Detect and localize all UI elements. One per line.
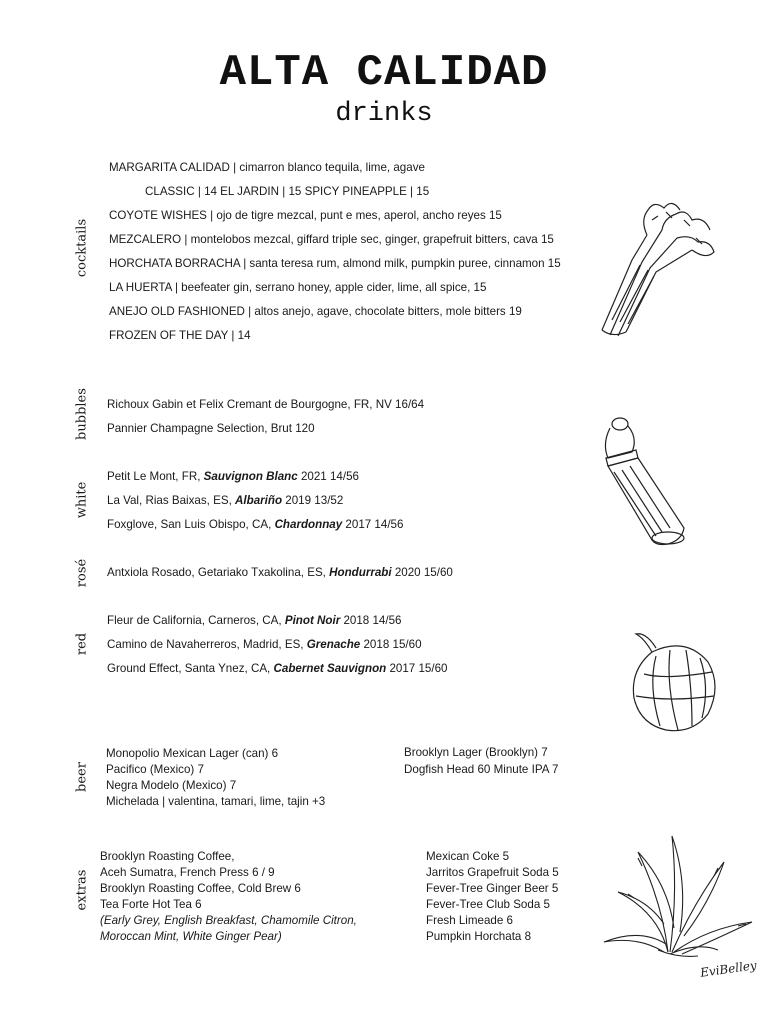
cocktail-item: ANEJO OLD FASHIONED | altos anejo, agave, chocolate bitters, mole bitters 19 [109,305,522,318]
extras-item: Aceh Sumatra, French Press 6 / 9 [100,866,275,879]
cocktail-item: COYOTE WISHES | ojo de tigre mezcal, punt e mes, aperol, ancho reyes 15 [109,209,502,222]
rose-wine-item: Antxiola Rosado, Getariako Txakolina, ES, Hondurrabi 2020 15/60 [107,566,453,579]
red-wine-item: Camino de Navaherreros, Madrid, ES, Grenache 2018 15/60 [107,638,422,651]
cocktail-variants: CLASSIC | 14 EL JARDIN | 15 SPICY PINEAPPLE | 15 [145,185,430,198]
white-wine-item: Foxglove, San Luis Obispo, CA, Chardonnay 2017 14/56 [107,518,404,531]
beer-item: Brooklyn Lager (Brooklyn) 7 [404,746,548,759]
beer-item: Pacifico (Mexico) 7 [106,763,204,776]
cocktail-item: MEZCALERO | montelobos mezcal, giffard triple sec, ginger, grapefruit bitters, cava 15 [109,233,554,246]
extras-item: Pumpkin Horchata 8 [426,930,532,943]
bubbles-item: Pannier Champagne Selection, Brut 120 [107,422,315,435]
beer-item: Monopolio Mexican Lager (can) 6 [106,747,279,760]
red-wine-item: Ground Effect, Santa Ynez, CA, Cabernet Sauvignon 2017 15/60 [107,662,448,675]
extras-tea-flavors: Moroccan Mint, White Ginger Pear) [100,930,282,943]
cocktail-item: LA HUERTA | beefeater gin, serrano honey, apple cider, lime, all spice, 15 [109,281,487,294]
celery-sketch-icon [592,190,722,340]
extras-item: Tea Forte Hot Tea 6 [100,898,202,911]
cocktail-item: HORCHATA BORRACHA | santa teresa rum, almond milk, pumpkin puree, cinnamon 15 [109,257,561,270]
extras-item: Jarritos Grapefruit Soda 5 [426,866,559,879]
beer-item: Negra Modelo (Mexico) 7 [106,779,237,792]
extras-item: Brooklyn Roasting Coffee, [100,850,235,863]
artist-signature: EviBelley [699,958,758,980]
extras-item: Fever-Tree Ginger Beer 5 [426,882,559,895]
beer-item: Michelada | valentina, tamari, lime, tajin +3 [106,795,326,808]
bubbles-item: Richoux Gabin et Felix Cremant de Bourgogne, FR, NV 16/64 [107,398,425,411]
red-wine-item: Fleur de California, Carneros, CA, Pinot Noir 2018 14/56 [107,614,402,627]
pumpkin-sketch-icon [626,626,722,736]
cocktail-shaker-sketch-icon [598,410,694,550]
extras-item: Fresh Limeade 6 [426,914,513,927]
menu-subtitle: drinks [335,99,433,129]
extras-item: Mexican Coke 5 [426,850,510,863]
white-wine-item: Petit Le Mont, FR, Sauvignon Blanc 2021 14/56 [107,470,359,483]
beer-item: Dogfish Head 60 Minute IPA 7 [404,763,559,776]
cocktail-item: MARGARITA CALIDAD | cimarron blanco tequila, lime, agave [109,161,425,174]
agave-sketch-icon [598,832,758,962]
white-wine-item: La Val, Rias Baixas, ES, Albariño 2019 13/52 [107,494,344,507]
menu-title: ALTA CALIDAD [219,48,549,98]
extras-item: Fever-Tree Club Soda 5 [426,898,550,911]
cocktail-item: FROZEN OF THE DAY | 14 [109,329,251,342]
extras-item: Brooklyn Roasting Coffee, Cold Brew 6 [100,882,301,895]
extras-tea-flavors: (Early Grey, English Breakfast, Chamomile Citron, [100,914,357,927]
